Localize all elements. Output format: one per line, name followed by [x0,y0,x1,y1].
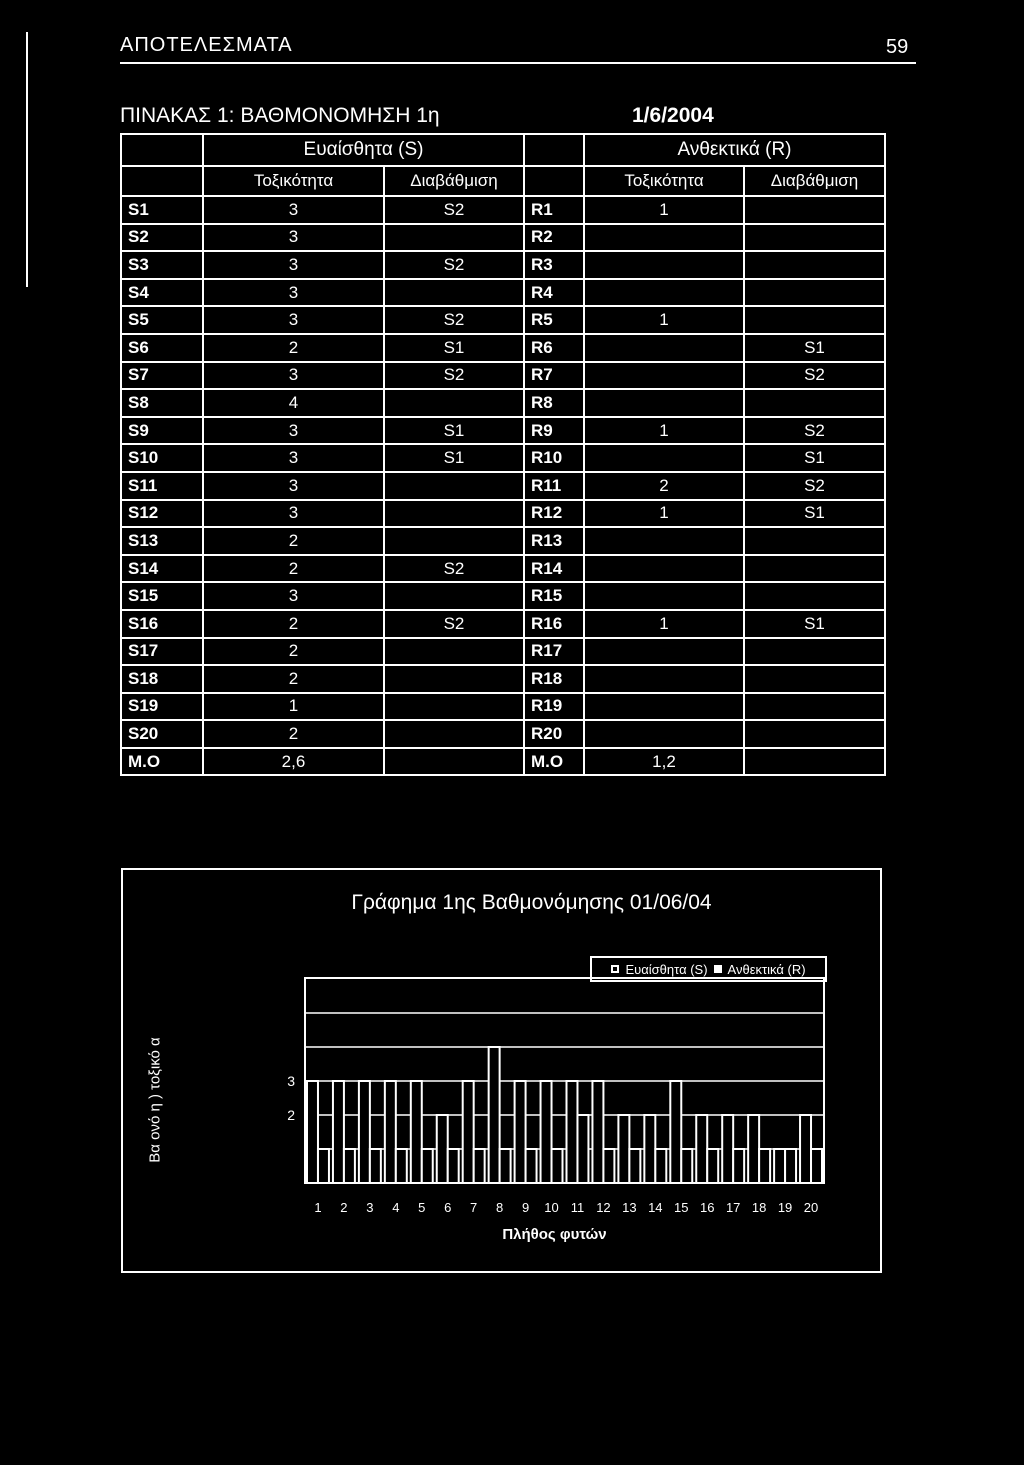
group-sensitive: Ευαίσθητα (S) [203,134,524,166]
cell-r-label: R5 [524,306,584,334]
bar-resistant [370,1149,381,1183]
x-tick-label: 5 [418,1200,426,1215]
cell-s-toxicity: 3 [203,417,384,445]
bar-resistant [474,1149,485,1183]
bar-sensitive [463,1081,474,1183]
y-tick-label: 3 [287,1073,295,1089]
cell-r-label: R6 [524,334,584,362]
page-number: 59 [886,36,909,58]
bar-resistant [422,1149,433,1183]
bar-sensitive [385,1081,396,1183]
x-tick-label: 2 [340,1200,348,1215]
cell-s-staining: S2 [384,306,524,334]
cell-s-toxicity: 2 [203,720,384,748]
bar-sensitive [307,1081,318,1183]
cell-r-staining: S2 [744,417,885,445]
cell-s-label: S6 [121,334,203,362]
x-tick-label: 19 [777,1200,793,1215]
x-tick-label: 11 [570,1200,585,1215]
bar-resistant [526,1149,537,1183]
x-tick-label: 9 [521,1200,530,1215]
cell-r-toxicity: 1 [584,196,744,224]
cell-s-toxicity: 2 [203,334,384,362]
cell-r-label: R20 [524,720,584,748]
bar-sensitive [748,1115,759,1183]
bar-sensitive [592,1081,603,1183]
x-axis-label: Πλήθος φυτών [502,1226,607,1243]
cell-r-label: R10 [524,444,584,472]
cell-r-label: R19 [524,693,584,721]
cell-s-label: S4 [121,279,203,307]
cell-r-staining: S1 [744,334,885,362]
cell-s-label: S12 [121,500,203,528]
mean-r-toxicity: 1,2 [584,748,744,776]
cell-s-toxicity: 3 [203,196,384,224]
cell-s-label: S8 [121,389,203,417]
cell-s-toxicity: 3 [203,306,384,334]
cell-r-label: R11 [524,472,584,500]
cell-r-staining: S1 [744,444,885,472]
cell-s-label: S19 [121,693,203,721]
x-tick-label: 13 [622,1200,637,1215]
cell-s-toxicity: 3 [203,362,384,390]
col-s-toxicity: Τοξικότητα [203,166,384,196]
cell-s-label: S7 [121,362,203,390]
bar-resistant [629,1149,640,1183]
cell-s-label: S20 [121,720,203,748]
bar-sensitive [437,1115,448,1183]
cell-r-label: R15 [524,582,584,610]
bar-resistant [577,1115,588,1183]
cell-s-label: S3 [121,251,203,279]
cell-r-label: R14 [524,555,584,583]
cell-r-toxicity: 2 [584,472,744,500]
bar-resistant [785,1149,796,1183]
cell-r-label: R12 [524,500,584,528]
cell-r-toxicity: 1 [584,417,744,445]
cell-s-staining: S2 [384,251,524,279]
cell-r-label: R16 [524,610,584,638]
x-tick-label: 6 [444,1200,452,1215]
cell-s-toxicity: 3 [203,444,384,472]
bar-sensitive [489,1047,500,1183]
group-resistant: Ανθεκτικά (R) [584,134,885,166]
cell-s-staining: S2 [384,362,524,390]
bar-sensitive [411,1081,422,1183]
mean-s-label: M.O [121,748,203,776]
cell-s-staining: S1 [384,417,524,445]
x-tick-label: 12 [596,1200,611,1215]
col-r-staining: Διαβάθμιση [744,166,885,196]
cell-s-staining: S2 [384,610,524,638]
x-tick-label: 17 [725,1200,741,1215]
col-s-staining: Διαβάθμιση [384,166,524,196]
cell-s-toxicity: 4 [203,389,384,417]
cell-s-label: S17 [121,638,203,666]
cell-r-label: R1 [524,196,584,224]
cell-r-label: R17 [524,638,584,666]
cell-s-toxicity: 2 [203,610,384,638]
running-title: ΑΠΟΤΕΛΕΣΜΑΤΑ [120,34,293,56]
bar-resistant [552,1149,563,1183]
x-tick-label: 18 [751,1200,767,1215]
cell-r-label: R7 [524,362,584,390]
cell-s-label: S15 [121,582,203,610]
cell-s-toxicity: 3 [203,582,384,610]
chart-title: Γράφημα 1ης Βαθμονόμησης 01/06/04 [351,891,712,914]
x-tick-label: 16 [699,1200,715,1215]
cell-s-staining: S2 [384,555,524,583]
cell-r-label: R9 [524,417,584,445]
bar-sensitive [800,1115,811,1183]
cell-r-staining: S1 [744,500,885,528]
x-tick-label: 7 [470,1200,478,1215]
cell-s-label: S13 [121,527,203,555]
cell-r-label: R18 [524,665,584,693]
cell-s-toxicity: 2 [203,555,384,583]
cell-s-toxicity: 1 [203,693,384,721]
col-r-toxicity: Τοξικότητα [584,166,744,196]
legend-label-sensitive: Ευαίσθητα (S) [625,961,708,977]
bar-resistant [681,1149,692,1183]
bar-sensitive [618,1115,629,1183]
cell-r-staining: S2 [744,472,885,500]
bar-sensitive [567,1081,578,1183]
cell-s-staining: S1 [384,334,524,362]
bar-sensitive [774,1149,785,1183]
cell-s-label: S16 [121,610,203,638]
bar-sensitive [333,1081,344,1183]
cell-r-toxicity: 1 [584,500,744,528]
bar-resistant [707,1149,718,1183]
bar-sensitive [644,1115,655,1183]
x-tick-label: 15 [674,1200,689,1215]
bar-resistant [759,1149,770,1183]
cell-r-label: R4 [524,279,584,307]
bar-resistant [500,1149,511,1183]
cell-r-staining: S2 [744,362,885,390]
bar-sensitive [696,1115,707,1183]
table-date: 1/6/2004 [632,104,714,127]
cell-s-label: S10 [121,444,203,472]
cell-s-toxicity: 3 [203,500,384,528]
cell-s-staining: S1 [384,444,524,472]
bar-resistant [396,1149,407,1183]
cell-s-toxicity: 3 [203,251,384,279]
cell-s-toxicity: 2 [203,665,384,693]
bar-resistant [344,1149,355,1183]
cell-s-toxicity: 3 [203,472,384,500]
cell-r-label: R2 [524,224,584,252]
cell-s-label: S9 [121,417,203,445]
cell-s-toxicity: 3 [203,279,384,307]
x-tick-label: 1 [314,1200,322,1215]
bar-resistant [603,1149,614,1183]
x-tick-label: 3 [366,1200,374,1215]
cell-s-label: S2 [121,224,203,252]
cell-s-label: S5 [121,306,203,334]
cell-s-label: S18 [121,665,203,693]
cell-s-toxicity: 3 [203,224,384,252]
x-tick-label: 14 [648,1200,663,1215]
cell-r-label: R13 [524,527,584,555]
bar-sensitive [359,1081,370,1183]
table-caption: ΠΙΝΑΚΑΣ 1: ΒΑΘΜΟΝΟΜΗΣΗ 1η [120,104,440,127]
bar-resistant [733,1149,744,1183]
bar-sensitive [541,1081,552,1183]
x-tick-label: 8 [496,1200,504,1215]
cell-r-label: R8 [524,389,584,417]
cell-r-toxicity: 1 [584,306,744,334]
cell-r-label: R3 [524,251,584,279]
bar-resistant [655,1149,666,1183]
x-tick-label: 20 [803,1200,819,1215]
y-tick-label: 2 [287,1107,295,1123]
cell-s-staining: S2 [384,196,524,224]
x-tick-label: 10 [544,1200,559,1215]
chart-y-axis-label: Βα ονό η ) τοξικό α [146,1037,164,1163]
bar-sensitive [722,1115,733,1183]
cell-s-label: S14 [121,555,203,583]
cell-s-toxicity: 2 [203,527,384,555]
mean-s-toxicity: 2,6 [203,748,384,776]
cell-s-label: S11 [121,472,203,500]
cell-r-staining: S1 [744,610,885,638]
bar-resistant [318,1149,329,1183]
mean-r-label: M.O [524,748,584,776]
cell-s-toxicity: 2 [203,638,384,666]
bar-resistant [448,1149,459,1183]
bar-sensitive [670,1081,681,1183]
legend-label-resistant: Ανθεκτικά (R) [727,961,806,977]
cell-r-toxicity: 1 [584,610,744,638]
bar-resistant [811,1149,822,1183]
bar-sensitive [515,1081,526,1183]
x-tick-label: 4 [392,1200,400,1215]
cell-s-label: S1 [121,196,203,224]
